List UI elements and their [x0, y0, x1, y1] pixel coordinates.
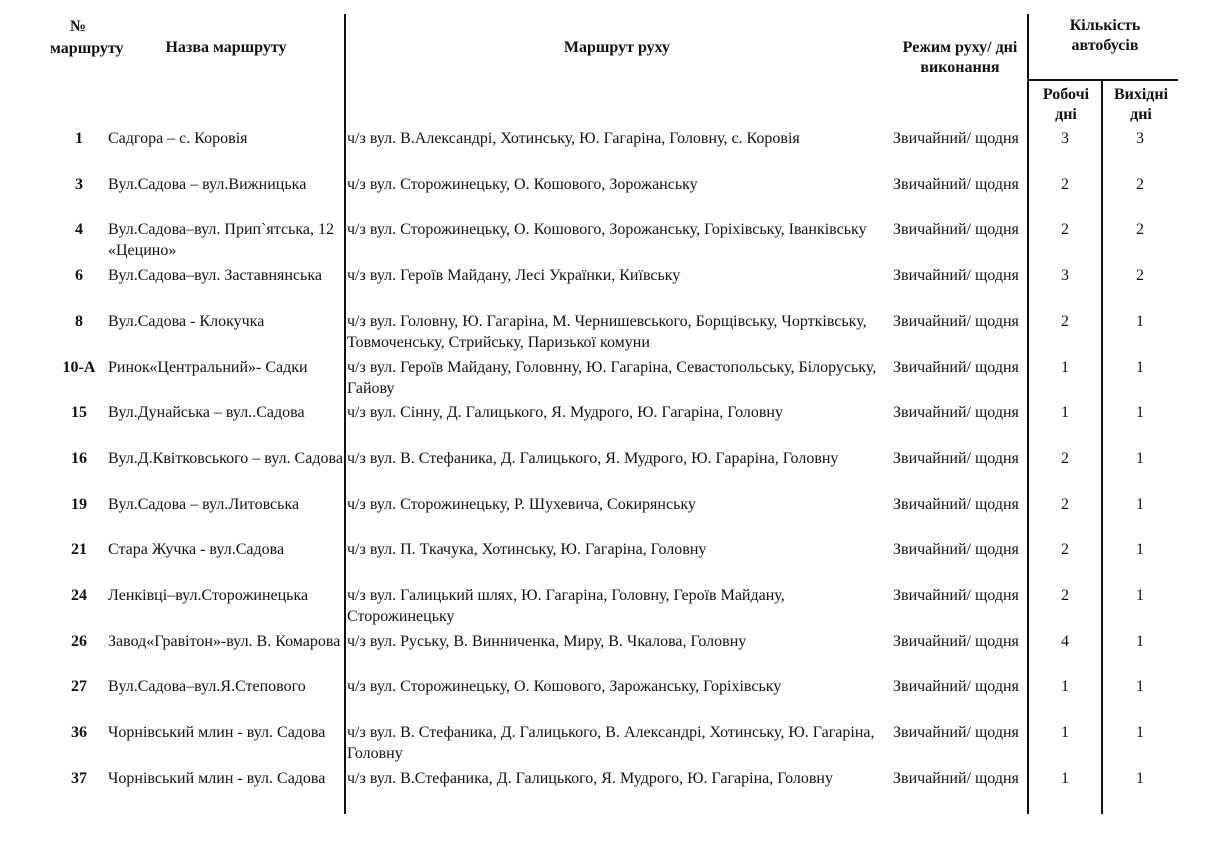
header-route-path: Маршрут руху: [563, 39, 671, 56]
weekday-bus-count: 1: [1061, 769, 1069, 787]
route-number: 16: [71, 449, 87, 467]
header-weekdays: Робочі дні: [1042, 86, 1090, 123]
table-row: [0, 311, 1209, 357]
route-number: 4: [75, 221, 83, 239]
weekday-bus-count: 4: [1061, 632, 1069, 650]
table-row: [0, 402, 1209, 448]
weekday-bus-count: 1: [1061, 724, 1069, 742]
route-mode: Звичайний/ щодня: [893, 587, 1019, 604]
table-row: [0, 494, 1209, 540]
header-route-name: Назва маршруту: [165, 39, 287, 56]
weekend-bus-count: 1: [1136, 312, 1144, 330]
route-path: ч/з вул. В. Стефаника, Д. Галицького, Я. Мудрого, Ю. Гараріна, Головну: [347, 449, 839, 467]
route-path: ч/з вул. Руську, В. Винниченка, Миру, В. Чкалова, Головну: [347, 632, 747, 650]
weekday-bus-count: 2: [1061, 175, 1069, 193]
route-number: 3: [75, 175, 83, 193]
header-route-number: № маршруту: [50, 18, 124, 57]
route-name: Завод«Гравітон»-вул. В. Комарова: [108, 632, 341, 650]
weekend-bus-count: 1: [1136, 541, 1144, 559]
route-mode: Звичайний/ щодня: [893, 495, 1019, 513]
table-row: [0, 357, 1209, 403]
route-mode: Звичайний/ щодня: [893, 541, 1019, 559]
route-mode: Звичайний/ щодня: [893, 267, 1019, 285]
weekday-bus-count: 2: [1061, 541, 1069, 559]
route-number: 19: [71, 495, 87, 513]
weekend-bus-count: 1: [1136, 404, 1144, 422]
table-row: [0, 265, 1209, 311]
route-number: 36: [71, 724, 87, 742]
weekday-bus-count: 1: [1061, 358, 1069, 376]
route-number: 10-А: [62, 358, 96, 376]
weekend-bus-count: 1: [1136, 358, 1144, 376]
route-path: ч/з вул. Героїв Майдану, Лесі Українки, Київську: [347, 267, 681, 285]
table-row: [0, 722, 1209, 768]
weekend-bus-count: 1: [1136, 724, 1144, 742]
route-name: Ленківці–вул.Сторожинецька: [108, 587, 309, 604]
route-path: ч/з вул. Головну, Ю. Гагаріна, М. Чернишевського, Борщівську, Чортківську, Товмоченську, Стрийську, Паризької комуни: [347, 312, 867, 351]
weekend-bus-count: 1: [1136, 678, 1144, 696]
route-mode: Звичайний/ щодня: [893, 221, 1019, 239]
route-name: Садгора – с. Коровія: [108, 130, 248, 147]
route-mode: Звичайний/ щодня: [893, 632, 1019, 650]
route-path: ч/з вул. Сінну, Д. Галицького, Я. Мудрого, Ю. Гагаріна, Головну: [347, 404, 783, 422]
route-number: 15: [71, 404, 87, 422]
weekend-bus-count: 2: [1136, 267, 1144, 285]
route-name: Стара Жучка - вул.Садова: [108, 541, 285, 559]
route-name: Вул.Садова - Клокучка: [108, 312, 265, 330]
table-row: [0, 219, 1209, 265]
route-number: 21: [71, 541, 87, 559]
table-row: [0, 539, 1209, 585]
route-number: 8: [75, 312, 83, 330]
route-name: Вул.Садова–вул. Заставнянська: [108, 267, 322, 285]
route-mode: Звичайний/ щодня: [893, 175, 1019, 193]
route-name: Чорнівський млин - вул. Садова: [108, 724, 326, 742]
route-mode: Звичайний/ щодня: [893, 769, 1019, 787]
weekday-bus-count: 2: [1061, 312, 1069, 330]
route-mode: Звичайний/ щодня: [893, 449, 1019, 467]
weekday-bus-count: 2: [1061, 449, 1069, 467]
route-path: ч/з вул. В.Стефаника, Д. Галицького, Я. Мудрого, Ю. Гагаріна, Головну: [347, 769, 833, 787]
weekend-bus-count: 3: [1136, 130, 1144, 147]
table-row: [0, 631, 1209, 677]
table-row: [0, 448, 1209, 494]
weekend-bus-count: 1: [1136, 587, 1144, 604]
route-number: 1: [75, 130, 83, 147]
weekday-bus-count: 1: [1061, 678, 1069, 696]
weekend-bus-count: 1: [1136, 632, 1144, 650]
weekday-bus-count: 2: [1061, 587, 1069, 604]
route-path: ч/з вул. Сторожинецьку, Р. Шухевича, Сокирянську: [347, 495, 696, 513]
route-name: Вул.Садова – вул.Вижницька: [108, 175, 307, 193]
route-name: Вул.Садова–вул.Я.Степового: [108, 678, 306, 696]
table-row: [0, 174, 1209, 220]
route-number: 24: [71, 587, 87, 604]
header-weekends: Вихідні дні: [1113, 86, 1169, 123]
route-path: ч/з вул. Сторожинецьку, О. Кошового, Зарожанську, Горіхівську: [347, 678, 782, 696]
weekday-bus-count: 3: [1061, 267, 1069, 285]
route-path: ч/з вул. В.Александрі, Хотинську, Ю. Гагаріна, Головну, с. Коровія: [347, 130, 800, 147]
table-row: [0, 768, 1209, 814]
weekend-bus-count: 1: [1136, 449, 1144, 467]
route-name: Вул.Дунайська – вул..Садова: [108, 404, 305, 422]
route-path: ч/з вул. В. Стефаника, Д. Галицького, В. Александрі, Хотинську, Ю. Гагаріна, Головну: [347, 724, 875, 763]
weekend-bus-count: 1: [1136, 769, 1144, 787]
route-path: ч/з вул. Сторожинецьку, О. Кошового, Зорожанську, Горіхівську, Іванківську: [347, 221, 867, 239]
route-path: ч/з вул. Галицький шлях, Ю. Гагаріна, Головну, Героїв Майдану, Сторожинецьку: [347, 587, 785, 625]
route-path: ч/з вул. П. Ткачука, Хотинську, Ю. Гагаріна, Головну: [347, 541, 707, 559]
divider-count-subheader: [1027, 79, 1178, 81]
weekend-bus-count: 1: [1136, 495, 1144, 513]
route-name: Вул.Д.Квітковського – вул. Садова: [108, 449, 343, 467]
table-row: [0, 676, 1209, 722]
weekday-bus-count: 2: [1061, 495, 1069, 513]
header-mode: Режим руху/ дні виконання: [902, 39, 1018, 76]
weekday-bus-count: 3: [1061, 130, 1069, 147]
route-mode: Звичайний/ щодня: [893, 724, 1019, 742]
route-path: ч/з вул. Героїв Майдану, Головнну, Ю. Гагаріна, Севастопольську, Білоруську, Гайову: [347, 358, 877, 397]
route-name: Вул.Садова–вул. Прип`ятська, 12 «Цецино»: [108, 221, 334, 260]
route-name: Чорнівський млин - вул. Садова: [108, 769, 326, 787]
route-mode: Звичайний/ щодня: [893, 312, 1019, 330]
header-bus-count: Кількість автобусів: [1069, 17, 1141, 54]
route-name: Ринок«Центральний»- Садки: [108, 358, 308, 376]
table-row: [0, 128, 1209, 174]
route-name: Вул.Садова – вул.Литовська: [108, 495, 300, 513]
route-mode: Звичайний/ щодня: [893, 678, 1019, 696]
route-mode: Звичайний/ щодня: [893, 358, 1019, 376]
table-row: [0, 585, 1209, 631]
weekday-bus-count: 2: [1061, 221, 1069, 239]
weekend-bus-count: 2: [1136, 175, 1144, 193]
weekday-bus-count: 1: [1061, 404, 1069, 422]
route-number: 6: [75, 267, 83, 285]
route-mode: Звичайний/ щодня: [893, 404, 1019, 422]
route-path: ч/з вул. Сторожинецьку, О. Кошового, Зорожанську: [347, 175, 698, 193]
route-number: 27: [71, 678, 87, 696]
weekend-bus-count: 2: [1136, 221, 1144, 239]
route-number: 26: [71, 632, 87, 650]
route-mode: Звичайний/ щодня: [893, 130, 1019, 147]
route-number: 37: [71, 769, 87, 787]
